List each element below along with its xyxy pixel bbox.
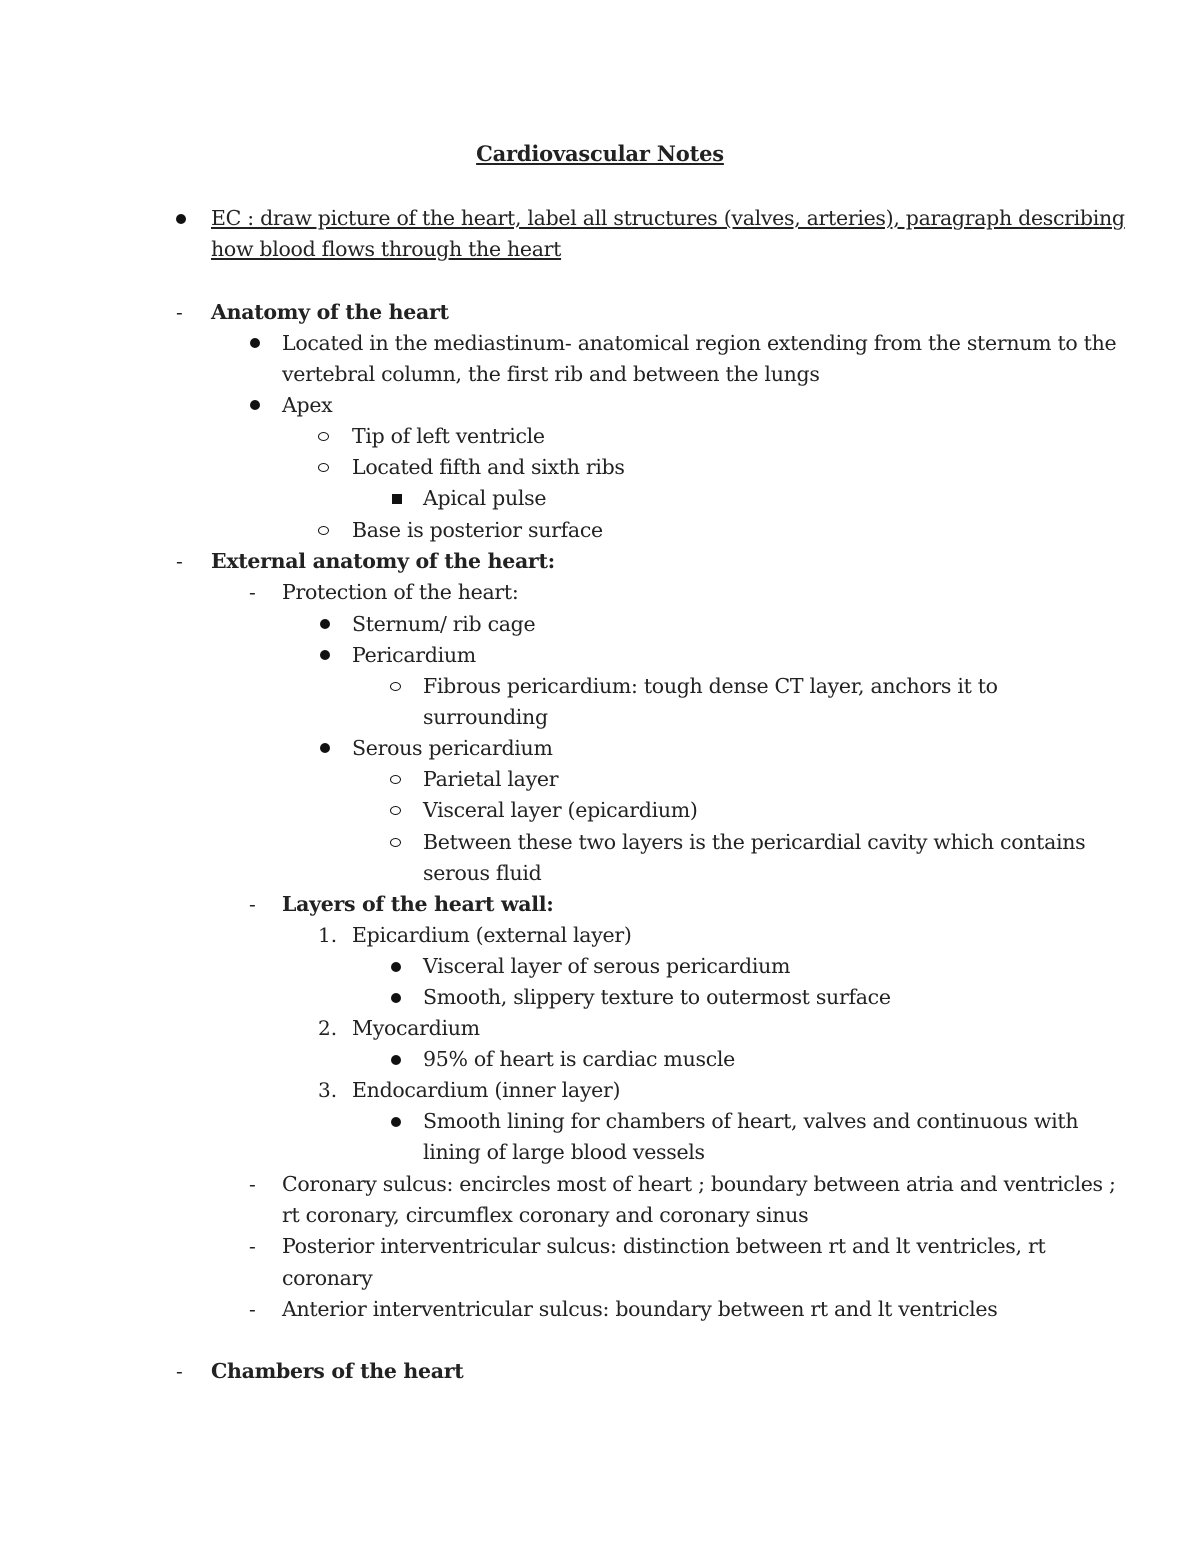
list-item: 95% of heart is cardiac muscle xyxy=(423,1047,735,1071)
list-item: Myocardium xyxy=(352,1016,480,1040)
list-item: Tip of left ventricle xyxy=(352,424,545,448)
bullet-dot-icon xyxy=(320,743,330,753)
ec-line-2: how blood flows through the heart xyxy=(211,237,562,261)
dash-marker: - xyxy=(249,1297,256,1321)
list-item: Located in the mediastinum- anatomical region extending from the sternum to the xyxy=(282,331,1117,355)
dash-marker: - xyxy=(176,1359,183,1383)
list-number: 1. xyxy=(318,923,338,947)
bullet-dot-icon xyxy=(250,400,260,410)
bullet-circle-icon xyxy=(318,432,329,441)
dash-marker: - xyxy=(176,549,183,573)
dash-marker: - xyxy=(249,892,256,916)
subsection-heading-layers: Layers of the heart wall: xyxy=(282,892,554,916)
bullet-square-icon xyxy=(392,494,402,504)
bullet-circle-icon xyxy=(318,526,329,535)
list-item: Fibrous pericardium: tough dense CT layer, anchors it to xyxy=(423,674,998,698)
list-number: 2. xyxy=(318,1016,338,1040)
bullet-dot-icon xyxy=(391,1055,401,1065)
list-item: Epicardium (external layer) xyxy=(352,923,632,947)
dash-marker: - xyxy=(249,580,256,604)
list-item: Parietal layer xyxy=(423,767,559,791)
list-item: Apical pulse xyxy=(423,486,547,510)
list-item: Smooth, slippery texture to outermost surface xyxy=(423,985,891,1009)
list-item: Coronary sulcus: encircles most of heart ; boundary between atria and ventricles ; xyxy=(282,1172,1116,1196)
bullet-circle-icon xyxy=(390,838,401,847)
list-item: Sternum/ rib cage xyxy=(352,612,536,636)
ec-line-1: EC : draw picture of the heart, label all structures (valves, arteries), paragraph describing xyxy=(211,206,1125,230)
list-item-continuation: surrounding xyxy=(423,705,548,729)
list-item: Posterior interventricular sulcus: distinction between rt and lt ventricles, rt xyxy=(282,1234,1046,1258)
list-item: Visceral layer of serous pericardium xyxy=(423,954,791,978)
dash-marker: - xyxy=(249,1172,256,1196)
list-item: Anterior interventricular sulcus: boundary between rt and lt ventricles xyxy=(282,1297,998,1321)
dash-marker: - xyxy=(249,1234,256,1258)
bullet-circle-icon xyxy=(390,775,401,784)
list-item-continuation: rt coronary, circumflex coronary and coronary sinus xyxy=(282,1203,809,1227)
bullet-dot-icon xyxy=(250,338,260,348)
dash-marker: - xyxy=(176,300,183,324)
list-item-continuation: vertebral column, the first rib and between the lungs xyxy=(282,362,820,386)
section-heading-anatomy: Anatomy of the heart xyxy=(211,300,449,324)
list-item: Pericardium xyxy=(352,643,476,667)
page-title: Cardiovascular Notes xyxy=(476,141,724,166)
list-number: 3. xyxy=(318,1078,338,1102)
list-item: Visceral layer (epicardium) xyxy=(423,798,698,822)
bullet-dot-icon xyxy=(391,962,401,972)
list-item: Endocardium (inner layer) xyxy=(352,1078,621,1102)
list-item: Located fifth and sixth ribs xyxy=(352,455,625,479)
bullet-circle-icon xyxy=(318,463,329,472)
bullet-dot-icon xyxy=(320,650,330,660)
list-item-continuation: serous fluid xyxy=(423,861,542,885)
list-item: Base is posterior surface xyxy=(352,518,603,542)
bullet-dot-icon xyxy=(391,1117,401,1127)
list-item: Protection of the heart: xyxy=(282,580,519,604)
bullet-dot-icon xyxy=(176,214,186,224)
list-item: Apex xyxy=(282,393,333,417)
list-item: Between these two layers is the pericardial cavity which contains xyxy=(423,830,1086,854)
section-heading-external: External anatomy of the heart: xyxy=(211,549,555,573)
bullet-dot-icon xyxy=(320,619,330,629)
list-item: Serous pericardium xyxy=(352,736,553,760)
bullet-dot-icon xyxy=(391,993,401,1003)
list-item-continuation: coronary xyxy=(282,1266,373,1290)
list-item: Smooth lining for chambers of heart, valves and continuous with xyxy=(423,1109,1079,1133)
list-item-continuation: lining of large blood vessels xyxy=(423,1140,705,1164)
bullet-circle-icon xyxy=(390,806,401,815)
bullet-circle-icon xyxy=(390,682,401,691)
section-heading-chambers: Chambers of the heart xyxy=(211,1359,464,1383)
